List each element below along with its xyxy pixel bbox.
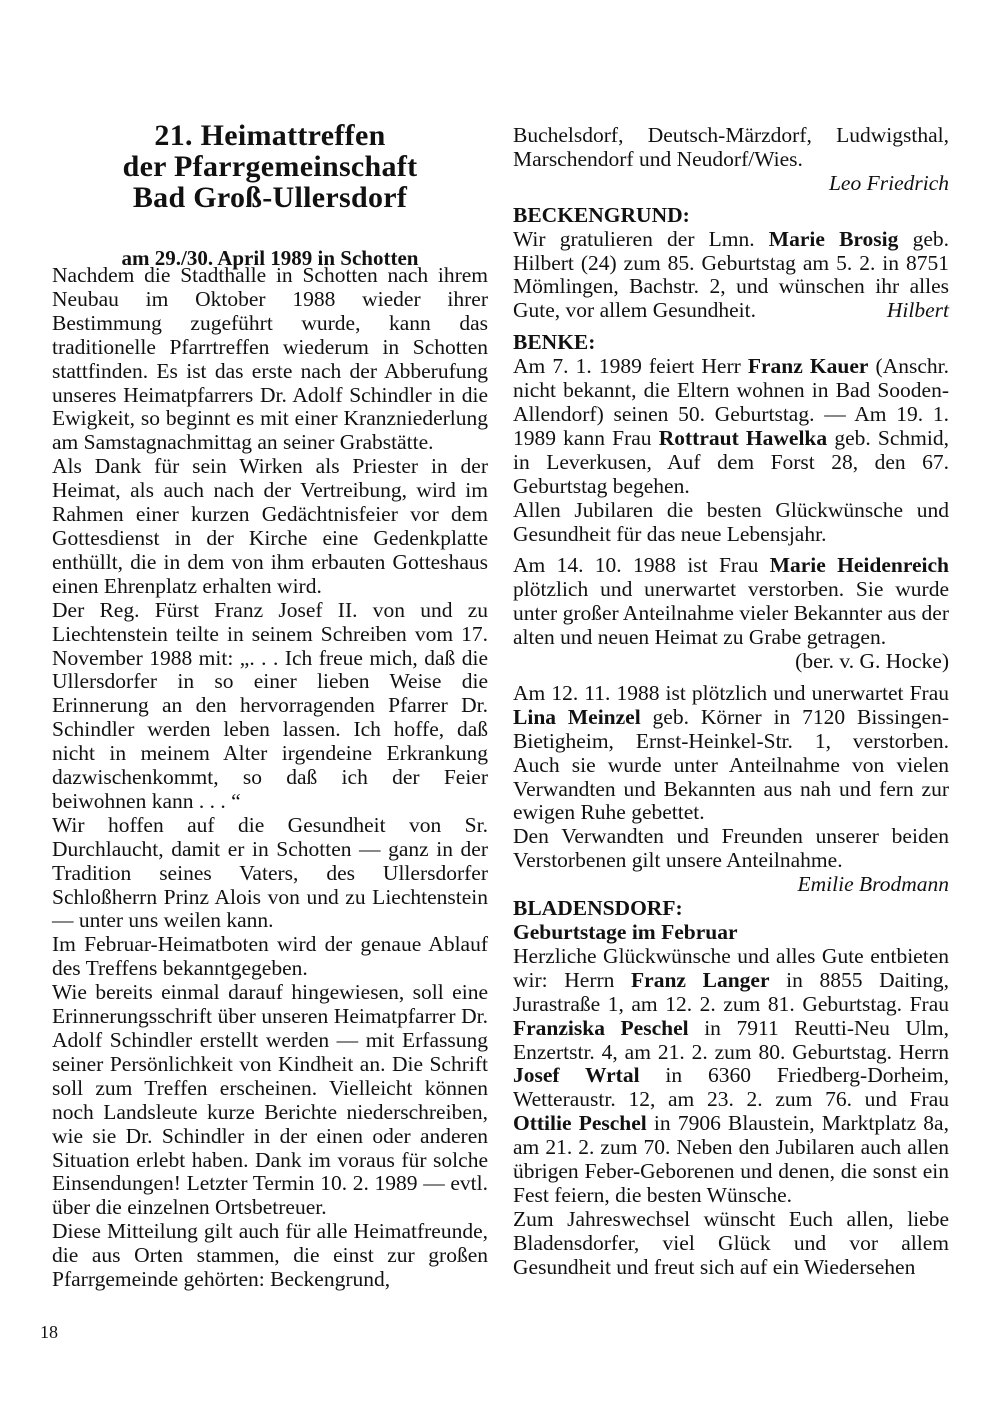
bladensdorf-greeting: Zum Jahreswechsel wünscht Euch allen, liebe Bladensdorfer, viel Glück und vor allem Gesundheit und freut sich auf ein Wiedersehen xyxy=(513,1206,949,1279)
article-title xyxy=(52,120,488,213)
obituary-2-name: Lina Meinzel xyxy=(513,704,641,729)
title-line-3: Bad Groß-Ullersdorf xyxy=(132,181,408,214)
bladensdorf-text-2: in 8855 Daiting, Jurastraße 1, am 12. 2. zum 81. Geburtstag. Frau xyxy=(513,967,949,1016)
bladensdorf-text-5: in 7906 Blaustein, Marktplatz 8a, am 21. 2. zum 70. Neben den Jubilaren auch allen übrigen Feber-Geborenen und denen, die sonst ein Fest feiern, die besten Wünsche. xyxy=(513,1111,949,1207)
continuation-text: Buchelsdorf, Deutsch-Märzdorf, Ludwigsthal, Marschendorf und Neudorf/Wies. xyxy=(513,123,949,171)
paragraph-1: Nachdem die Stadthalle in Schotten nach ihrem Neubau im Oktober 1988 wieder ihrer Bestimmung zugeführt wurde, kann das traditionelle Pfarrtreffen wiederum in Schotten stattfinden. Es ist das erste nach der Abberufung unseres Heimatpfarrers Dr. Adolf Schindler in die Ewigkeit, so beginnt es mit einer Kranzniederlung am Samstagnachmittag an seiner Grabstätte. xyxy=(52,263,488,455)
beckengrund-text-2: geb. Hilbert (24) zum 85. Geburtstag am 5. 2. in 8751 Mömlingen, Bachstr. 2, und wünschen ihr alles Gute, vor allem Gesundheit. xyxy=(513,226,949,323)
bladensdorf-text-1: Herzliche Glückwünsche und alles Gute entbieten wir: Herrn xyxy=(513,943,949,992)
bladensdorf-name-1: Franz Langer xyxy=(631,967,770,992)
benke-name-1: Franz Kauer xyxy=(747,354,869,379)
paragraph-6: Wie bereits einmal darauf hingewiesen, soll eine Erinnerungsschrift über unseren Heimatpfarrer Dr. Adolf Schindler erstellt werden — mit Erfassung seiner Persönlichkeit von Kindheit an. Die Schrift soll zum Treffen erscheinen. Vielleicht können noch Landsleute kurze Berichte niederschreiben, wie sie Dr. Schindler in der einen oder anderen Situation erlebt haben. Dank im voraus für solche Einsendungen! Letzter Termin 10. 2. 1989 — evtl. über die einzelnen Ortsbetreuer. xyxy=(52,980,488,1220)
paragraph-5: Im Februar-Heimatboten wird der genaue Ablauf des Treffens bekanntgegeben. xyxy=(52,932,488,981)
title-line-2: der Pfarrgemeinschaft xyxy=(122,150,418,183)
right-column xyxy=(513,124,949,1280)
paragraph-2: Als Dank für sein Wirken als Priester in der Heimat, als auch nach der Vertreibung, wird im Rahmen einer kurzen Gedächtnisfeier vor dem Gottesdienst in der Kirche eine Gedenkplatte enthüllt, die in dem von ihm erbauten Gotteshaus einen Ehrenplatz erhalten wird. xyxy=(52,454,488,598)
bladensdorf-text-4: in 6360 Friedberg-Dorheim, Wetteraustr. 12, am 23. 2. zum 76. und Frau xyxy=(513,1063,950,1112)
benke-text xyxy=(513,355,949,498)
obituary-1-source: (ber. v. G. Hocke) xyxy=(795,649,949,674)
paragraph-7: Diese Mitteilung gilt auch für alle Heimatfreunde, die aus Orten stammen, die einst zur großen Pfarrgemeinde gehörten: Beckengrund, xyxy=(52,1219,488,1292)
signature-emilie-brodmann: Emilie Brodmann xyxy=(797,872,949,897)
bladensdorf-name-3: Josef Wrtal xyxy=(513,1063,640,1088)
subheading-birthdays: Geburtstage im Februar xyxy=(513,920,738,944)
benke-text-3: geb. Schmid, in Leverkusen, Auf dem Forst 28, den 67. Geburtstag begehen. xyxy=(513,425,949,498)
benke-name-2: Rottraut Hawelka xyxy=(658,425,828,450)
bladensdorf-text xyxy=(513,945,949,1208)
left-column xyxy=(52,264,488,1292)
obituary-2 xyxy=(513,682,949,825)
signature-leo-friedrich: Leo Friedrich xyxy=(828,170,949,195)
beckengrund-name: Marie Brosig xyxy=(768,226,899,251)
obituary-1 xyxy=(513,553,949,674)
obituary-1-text-1: Am 14. 10. 1988 ist Frau xyxy=(513,553,770,578)
beckengrund-text-1: Wir gratulieren der Lmn. xyxy=(513,226,769,251)
heading-beckengrund: BECKENGRUND: xyxy=(513,202,690,227)
bladensdorf-text-3: in 7911 Reutti-Neu Ulm, Enzertstr. 4, am 21. 2. zum 80. Geburtstag. Herrn xyxy=(513,1015,949,1064)
bladensdorf-name-2: Franziska Peschel xyxy=(513,1015,689,1040)
benke-wishes: Allen Jubilaren die besten Glückwünsche und Gesundheit für das neue Lebensjahr. xyxy=(513,497,949,546)
benke-text-2: (Anschr. nicht bekannt, die Eltern wohnen in Bad Sooden-Allendorf) seinen 50. Geburtstag. — Am 19. 1. 1989 kann Frau xyxy=(513,354,949,450)
signature-hilbert: Hilbert xyxy=(886,298,949,323)
title-line-1: 21. Heimattreffen xyxy=(154,119,386,152)
benke-text-1: Am 7. 1. 1989 feiert Herr xyxy=(513,354,748,379)
obituary-2-text-1: Am 12. 11. 1988 ist plötzlich und unerwartet Frau xyxy=(513,680,949,705)
article-subtitle: am 29./30. April 1989 in Schotten xyxy=(121,246,419,270)
paragraph-4: Wir hoffen auf die Gesundheit von Sr. Durchlaucht, damit er in Schotten — ganz in der Tradition seines Vaters, des Ullersdorfer Schloßherrn Prinz Alois von und zu Liechtenstein — unter uns weilen kann. xyxy=(52,812,488,933)
bladensdorf-name-4: Ottilie Peschel xyxy=(513,1111,647,1136)
heading-benke: BENKE: xyxy=(513,330,596,355)
obituary-1-name: Marie Heidenreich xyxy=(769,553,949,578)
heading-bladensdorf: BLADENSDORF: xyxy=(513,896,683,921)
page-number: 18 xyxy=(40,1322,58,1342)
beckengrund-text xyxy=(513,228,949,324)
obituary-2-text-2: geb. Körner in 7120 Bissingen-Bietigheim, Ernst-Heinkel-Str. 1, verstorben. Auch sie wurde unter Anteilnahme von vielen Verwandten und Bekannten aus nah und fern zur ewigen Ruhe gebettet. xyxy=(513,704,949,825)
obituary-1-text-2: plötzlich und unerwartet verstorben. Sie wurde unter großer Anteilnahme vieler Bekannter aus der alten und neuen Heimat zu Grabe getragen. xyxy=(513,577,949,650)
condolences: Den Verwandten und Freunden unserer beiden Verstorbenen gilt unsere Anteilnahme. xyxy=(513,824,949,873)
paragraph-3: Der Reg. Fürst Franz Josef II. von und zu Liechtenstein teilte in seinem Schreiben vom 17. November 1988 mit: „. . . Ich freue mich, daß die Ullersdorfer in so einer lieben Weise die Erinnerung an den hervorragenden Pfarrer Dr. Schindler werden leben lassen. Ich hoffe, daß nicht in meinem Alter irgendeine Erkrankung dazwischenkommt, so daß ich der Feier beiwohnen kann . . . “ xyxy=(52,597,488,813)
